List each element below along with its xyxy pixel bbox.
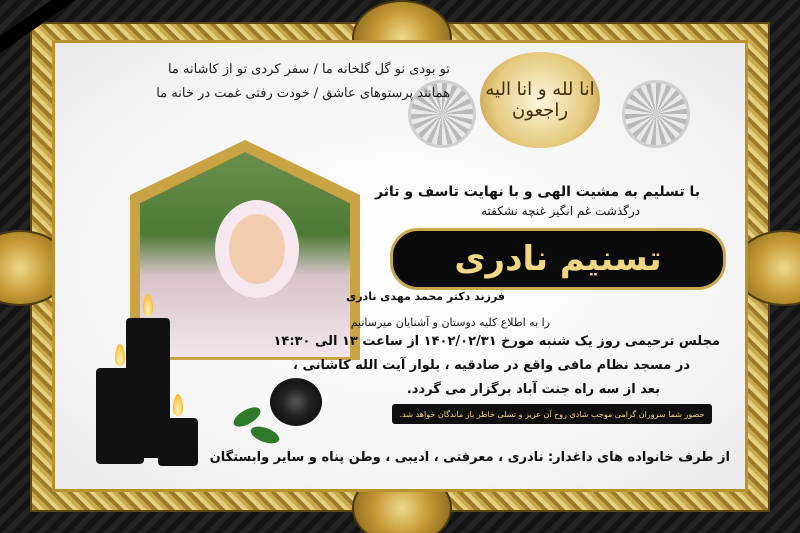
black-rose <box>270 378 322 426</box>
short-candle-right <box>158 418 198 466</box>
gratitude-bar: حضور شما سروران گرامی موجب شادی روح آن عزیز و تسلی خاطر باز ماندگان خواهد شد. <box>392 404 712 424</box>
short-candle-left <box>96 368 144 464</box>
poem-line-1: تو بودی نو گل گلخانه ما / سفر کردی تو از کاشانه ما <box>167 62 450 77</box>
quran-calligraphy: انا لله و انا الیه راجعون <box>480 52 600 148</box>
location-line: در مسجد نظام مافی واقع در صادقیه ، بلوار آیت الله کاشانی ، <box>293 358 690 373</box>
intro-line-1: با تسلیم به مشیت الهی و با نهایت تاسف و تاثر <box>374 184 700 200</box>
parent-line: فرزند دکتر محمد مهدی نادری <box>346 290 505 303</box>
audience-line: را به اطلاع کلیه دوستان و آشنایان میرسانیم <box>350 316 550 329</box>
portrait-face <box>215 200 299 298</box>
deceased-name-banner: تسنیم نادری <box>390 228 726 290</box>
intro-line-2: درگذشت غم انگیز غنچه نشکفته <box>481 204 640 218</box>
poem-line-2: همانند پرستوهای عاشق / خودت رفتی غمت در خانه ما <box>156 86 450 101</box>
procession-line: بعد از سه راه جنت آباد برگزار می گردد. <box>406 382 660 397</box>
families-line: از طرف خانواده های داغدار: نادری ، معرفتی ، ادیبی ، وطن پناه و سایر وابستگان <box>209 450 730 465</box>
ceremony-line: مجلس ترحیمی روز یک شنبه مورخ ۱۴۰۲/۰۲/۳۱ از ساعت ۱۳ الی ۱۴:۳۰ <box>273 334 720 349</box>
right-rosette-ornament <box>622 80 690 148</box>
